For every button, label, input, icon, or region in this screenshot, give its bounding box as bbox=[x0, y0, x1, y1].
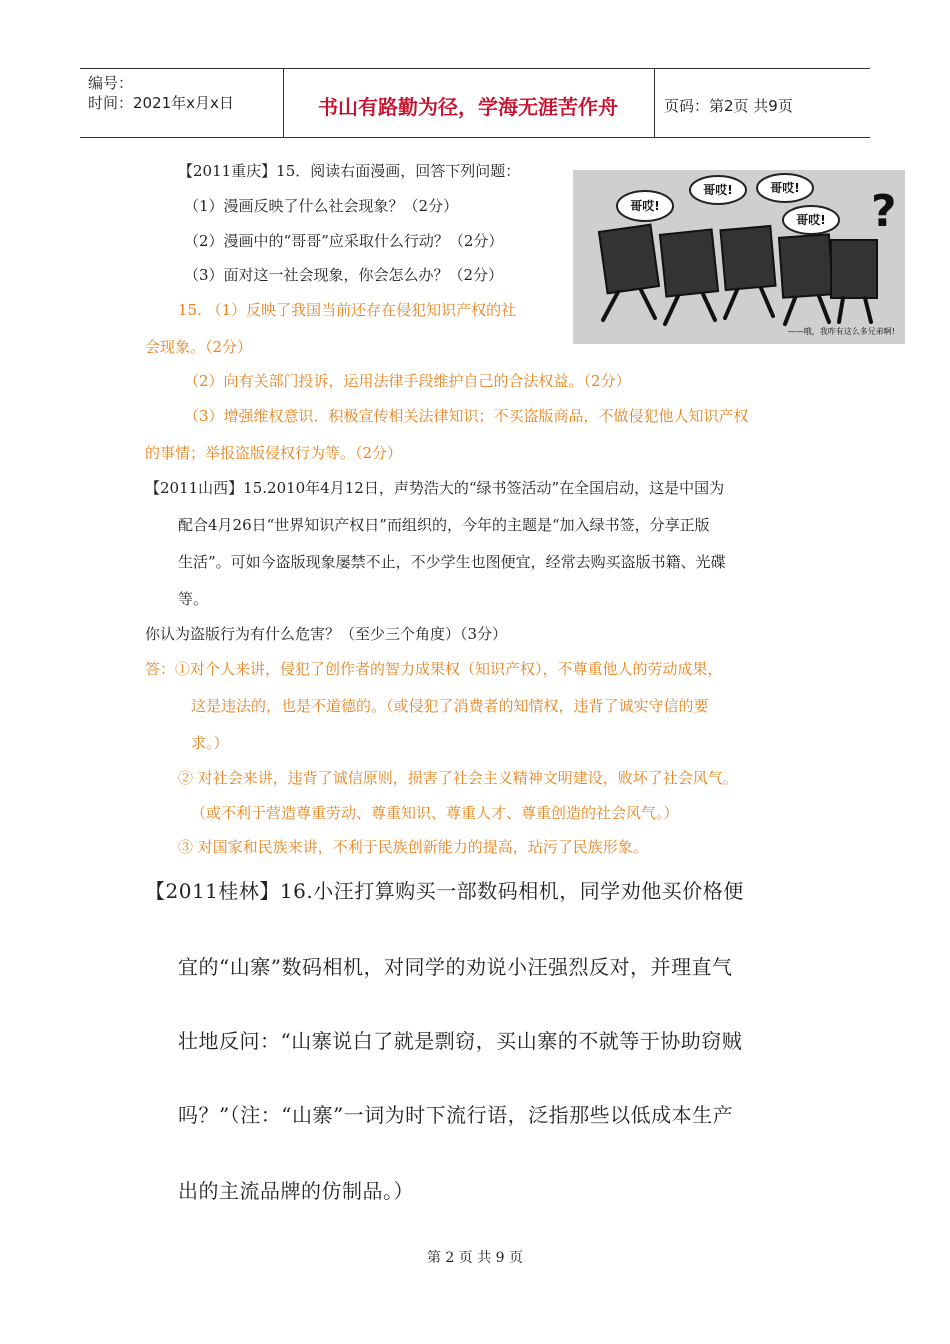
q15b-answer-2-line1: ② 对社会来讲，违背了诚信原则，损害了社会主义精神文明建设，败坏了社会风气。 bbox=[178, 769, 738, 787]
q15b-answer-2-line2: （或不利于营造尊重劳动、尊重知识、尊重人才、尊重创造的社会风气。） bbox=[191, 804, 679, 822]
time-label: 时间：2021年x月x日 bbox=[88, 94, 234, 112]
q15b-line3: 生活”。可如今盗版现象屡禁不止，不少学生也图便宜，经常去购买盗版书籍、光碟 bbox=[178, 553, 726, 571]
q15-answer-1-line1: 15. （1）反映了我国当前还存在侵犯知识产权的社 bbox=[178, 301, 517, 319]
q15-question-2: （2）漫画中的“哥哥”应采取什么行动？（2分） bbox=[184, 232, 504, 250]
header-meta bbox=[88, 73, 234, 113]
header-motto: 书山有路勤为径，学海无涯苦作舟 bbox=[318, 95, 618, 119]
q15b-line1: 【2011山西】15.2010年4月12日，声势浩大的“绿书签活动”在全国启动，这是中国为 bbox=[145, 479, 725, 497]
bubble-text: 哥哎! bbox=[770, 181, 800, 195]
bubble-text: 哥哎! bbox=[703, 183, 733, 197]
q16-line4: 吗？”（注：“山寨”一词为时下流行语，泛指那些以低成本生产 bbox=[178, 1103, 734, 1127]
q15b-line2: 配合4月26日“世界知识产权日”而组织的，今年的主题是“加入绿书签，分享正版 bbox=[178, 516, 710, 534]
question-mark-icon: ? bbox=[871, 186, 897, 237]
cartoon-image bbox=[573, 170, 905, 344]
page-header bbox=[80, 68, 870, 138]
q15-question-1: （1）漫画反映了什么社会现象？（2分） bbox=[184, 197, 459, 215]
running-book-icon bbox=[599, 225, 659, 294]
q15-question-3: （3）面对这一社会现象，你会怎么办？（2分） bbox=[184, 266, 504, 284]
q15b-answer-3: ③ 对国家和民族来讲，不利于民族创新能力的提高，玷污了民族形象。 bbox=[178, 838, 648, 856]
header-page-label: 页码：第2页 共9页 bbox=[664, 97, 793, 115]
running-book-icon bbox=[720, 226, 775, 290]
header-divider bbox=[654, 69, 655, 137]
q16-line5: 出的主流品牌的仿制品。） bbox=[178, 1179, 414, 1203]
bubble-text: 哥哎! bbox=[796, 213, 826, 227]
q15b-answer-1-line3: 求。） bbox=[191, 734, 229, 752]
q15b-line4: 等。 bbox=[178, 590, 209, 608]
q15-answer-2: （2）向有关部门投诉，运用法律手段维护自己的合法权益。（2分） bbox=[184, 372, 631, 390]
q15b-question: 你认为盗版行为有什么危害？（至少三个角度）（3分） bbox=[145, 625, 508, 643]
q15-answer-3-line1: （3）增强维权意识．积极宣传相关法律知识；不买盗版商品，不做侵犯他人知识产权 bbox=[184, 407, 749, 425]
cartoon-drawing bbox=[573, 170, 905, 344]
cartoon-caption: ——哦，我咋有这么多兄弟啊! bbox=[787, 327, 895, 336]
q15b-answer-1-line2: 这是违法的，也是不道德的。（或侵犯了消费者的知情权，违背了诚实守信的要 bbox=[191, 697, 709, 715]
q16-line2: 宜的“山寨”数码相机，对同学的劝说小汪强烈反对，并理直气 bbox=[178, 955, 733, 979]
running-book-icon bbox=[779, 234, 833, 297]
q16-line1: 【2011桂林】16.小汪打算购买一部数码相机，同学劝他买价格便 bbox=[145, 879, 744, 903]
page-footer: 第 2 页 共 9 页 bbox=[426, 1250, 524, 1266]
running-book-icon bbox=[660, 229, 718, 296]
q16-line3: 壮地反问：“山寨说白了就是剽窃，买山寨的不就等于协助窃贼 bbox=[178, 1029, 743, 1053]
bubble-text: 哥哎! bbox=[630, 199, 660, 213]
q15-stem: 【2011重庆】15．阅读右面漫画，回答下列问题： bbox=[178, 162, 521, 180]
q15-answer-3-line2: 的事情；举报盗版侵权行为等。（2分） bbox=[145, 444, 403, 462]
original-book-icon bbox=[831, 240, 877, 298]
serial-label: 编号： bbox=[88, 74, 134, 92]
q15b-answer-1-line1: 答：①对个人来讲，侵犯了创作者的智力成果权（知识产权），不尊重他人的劳动成果， bbox=[145, 660, 723, 678]
q15-answer-1-line2: 会现象。（2分） bbox=[145, 338, 253, 356]
